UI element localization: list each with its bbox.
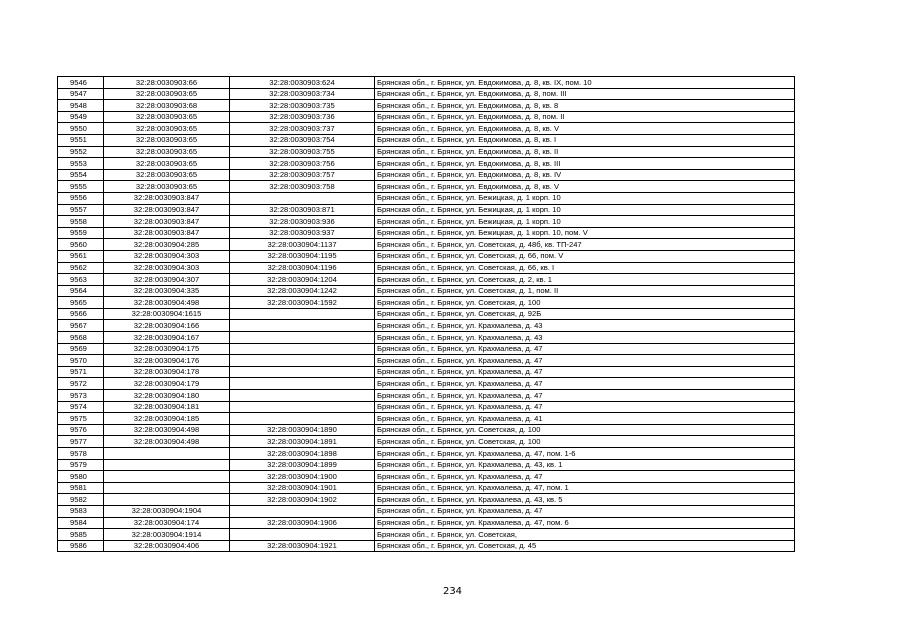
row-number-cell: 9585: [58, 529, 104, 541]
object-number-cell: 32:28:0030904:1899: [230, 459, 375, 471]
parcel-number-cell: 32:28:0030904:166: [104, 320, 230, 332]
table-row: [58, 123, 795, 135]
address-cell: Брянская обл., г. Брянск, ул. Евдокимова, д. 8, кв. I: [375, 134, 795, 146]
object-number-cell: 32:28:0030904:1242: [230, 285, 375, 297]
table-row: [58, 88, 795, 100]
address-cell: Брянская обл., г. Брянск, ул. Крахмалева, д. 43: [375, 320, 795, 332]
object-number-cell: [230, 343, 375, 355]
address-cell: Брянская обл., г. Брянск, ул. Крахмалева, д. 43, кв. 1: [375, 459, 795, 471]
address-cell: Брянская обл., г. Брянск, ул. Бежицкая, д. 1 корп. 10: [375, 216, 795, 228]
table-row: [58, 355, 795, 367]
parcel-number-cell: 32:28:0030903:847: [104, 204, 230, 216]
row-number-cell: 9566: [58, 308, 104, 320]
table-row: [58, 517, 795, 529]
object-number-cell: 32:28:0030904:1204: [230, 274, 375, 286]
parcel-number-cell: 32:28:0030904:285: [104, 239, 230, 251]
object-number-cell: [230, 390, 375, 402]
table-row: [58, 285, 795, 297]
table-row: [58, 378, 795, 390]
parcel-number-cell: 32:28:0030903:65: [104, 158, 230, 170]
table-row: [58, 158, 795, 170]
parcel-number-cell: [104, 448, 230, 460]
address-cell: Брянская обл., г. Брянск, ул. Бежицкая, д. 1 корп. 10: [375, 204, 795, 216]
address-cell: Брянская обл., г. Брянск, ул. Советская, д. 1, пом. II: [375, 285, 795, 297]
address-cell: Брянская обл., г. Брянск, ул. Евдокимова, д. 8, пом. III: [375, 88, 795, 100]
parcel-number-cell: 32:28:0030904:181: [104, 401, 230, 413]
table-row: [58, 146, 795, 158]
row-number-cell: 9551: [58, 134, 104, 146]
cadastral-table: [57, 76, 795, 552]
address-cell: Брянская обл., г. Брянск, ул. Евдокимова, д. 8, кв. V: [375, 123, 795, 135]
address-cell: Брянская обл., г. Брянск, ул. Евдокимова, д. 8, кв. V: [375, 181, 795, 193]
object-number-cell: 32:28:0030904:1921: [230, 540, 375, 552]
table-row: [58, 181, 795, 193]
address-cell: Брянская обл., г. Брянск, ул. Евдокимова, д. 8, кв. IV: [375, 169, 795, 181]
parcel-number-cell: 32:28:0030904:1615: [104, 308, 230, 320]
object-number-cell: 32:28:0030903:758: [230, 181, 375, 193]
parcel-number-cell: 32:28:0030903:65: [104, 146, 230, 158]
table-row: [58, 424, 795, 436]
address-cell: Брянская обл., г. Брянск, ул. Советская, д. 92Б: [375, 308, 795, 320]
parcel-number-cell: 32:28:0030903:847: [104, 216, 230, 228]
address-cell: Брянская обл., г. Брянск, ул. Крахмалева, д. 47: [375, 390, 795, 402]
table-row: [58, 239, 795, 251]
table-row: [58, 540, 795, 552]
object-number-cell: 32:28:0030903:937: [230, 227, 375, 239]
address-cell: Брянская обл., г. Брянск, ул. Советская, д. 2, кв. 1: [375, 274, 795, 286]
cadastral-table-body: [58, 77, 795, 552]
row-number-cell: 9581: [58, 482, 104, 494]
parcel-number-cell: 32:28:0030904:406: [104, 540, 230, 552]
parcel-number-cell: 32:28:0030904:185: [104, 413, 230, 425]
address-cell: Брянская обл., г. Брянск, ул. Крахмалева, д. 47: [375, 378, 795, 390]
table-row: [58, 77, 795, 89]
object-number-cell: 32:28:0030903:737: [230, 123, 375, 135]
table-row: [58, 459, 795, 471]
object-number-cell: [230, 308, 375, 320]
table-row: [58, 192, 795, 204]
row-number-cell: 9575: [58, 413, 104, 425]
address-cell: Брянская обл., г. Брянск, ул. Крахмалева, д. 47: [375, 471, 795, 483]
row-number-cell: 9557: [58, 204, 104, 216]
table-row: [58, 494, 795, 506]
object-number-cell: 32:28:0030903:756: [230, 158, 375, 170]
object-number-cell: 32:28:0030903:871: [230, 204, 375, 216]
row-number-cell: 9580: [58, 471, 104, 483]
parcel-number-cell: 32:28:0030903:65: [104, 134, 230, 146]
address-cell: Брянская обл., г. Брянск, ул. Советская, д. 45: [375, 540, 795, 552]
row-number-cell: 9554: [58, 169, 104, 181]
parcel-number-cell: 32:28:0030903:847: [104, 227, 230, 239]
object-number-cell: [230, 332, 375, 344]
row-number-cell: 9548: [58, 100, 104, 112]
object-number-cell: 32:28:0030904:1900: [230, 471, 375, 483]
table-row: [58, 505, 795, 517]
parcel-number-cell: 32:28:0030903:65: [104, 88, 230, 100]
object-number-cell: 32:28:0030904:1592: [230, 297, 375, 309]
object-number-cell: 32:28:0030903:755: [230, 146, 375, 158]
object-number-cell: 32:28:0030904:1898: [230, 448, 375, 460]
object-number-cell: 32:28:0030904:1891: [230, 436, 375, 448]
row-number-cell: 9573: [58, 390, 104, 402]
row-number-cell: 9558: [58, 216, 104, 228]
object-number-cell: 32:28:0030904:1906: [230, 517, 375, 529]
object-number-cell: 32:28:0030904:1195: [230, 250, 375, 262]
address-cell: Брянская обл., г. Брянск, ул. Бежицкая, д. 1 корп. 10: [375, 192, 795, 204]
row-number-cell: 9564: [58, 285, 104, 297]
address-cell: Брянская обл., г. Брянск, ул. Крахмалева, д. 47: [375, 505, 795, 517]
object-number-cell: 32:28:0030903:734: [230, 88, 375, 100]
row-number-cell: 9556: [58, 192, 104, 204]
parcel-number-cell: 32:28:0030903:66: [104, 77, 230, 89]
table-row: [58, 308, 795, 320]
address-cell: Брянская обл., г. Брянск, ул. Крахмалева, д. 47: [375, 366, 795, 378]
parcel-number-cell: 32:28:0030904:178: [104, 366, 230, 378]
table-row: [58, 216, 795, 228]
address-cell: Брянская обл., г. Брянск, ул. Крахмалева, д. 47, пом. 1: [375, 482, 795, 494]
object-number-cell: 32:28:0030904:1902: [230, 494, 375, 506]
object-number-cell: 32:28:0030903:735: [230, 100, 375, 112]
row-number-cell: 9583: [58, 505, 104, 517]
row-number-cell: 9584: [58, 517, 104, 529]
parcel-number-cell: 32:28:0030904:307: [104, 274, 230, 286]
row-number-cell: 9559: [58, 227, 104, 239]
row-number-cell: 9552: [58, 146, 104, 158]
object-number-cell: 32:28:0030904:1196: [230, 262, 375, 274]
parcel-number-cell: 32:28:0030903:847: [104, 192, 230, 204]
row-number-cell: 9574: [58, 401, 104, 413]
address-cell: Брянская обл., г. Брянск, ул. Евдокимова, д. 8, кв. III: [375, 158, 795, 170]
table-row: [58, 262, 795, 274]
table-row: [58, 274, 795, 286]
row-number-cell: 9567: [58, 320, 104, 332]
table-row: [58, 343, 795, 355]
parcel-number-cell: 32:28:0030904:180: [104, 390, 230, 402]
table-row: [58, 413, 795, 425]
parcel-number-cell: 32:28:0030903:65: [104, 123, 230, 135]
table-row: [58, 169, 795, 181]
address-cell: Брянская обл., г. Брянск, ул. Крахмалева, д. 47, пом. 6: [375, 517, 795, 529]
row-number-cell: 9549: [58, 111, 104, 123]
object-number-cell: [230, 505, 375, 517]
row-number-cell: 9561: [58, 250, 104, 262]
row-number-cell: 9569: [58, 343, 104, 355]
address-cell: Брянская обл., г. Брянск, ул. Бежицкая, д. 1 корп. 10, пом. V: [375, 227, 795, 239]
object-number-cell: 32:28:0030904:1137: [230, 239, 375, 251]
address-cell: Брянская обл., г. Брянск, ул. Советская, д. 100: [375, 436, 795, 448]
parcel-number-cell: [104, 471, 230, 483]
address-cell: Брянская обл., г. Брянск, ул. Евдокимова, д. 8, кв. IX, пом. 10: [375, 77, 795, 89]
object-number-cell: [230, 192, 375, 204]
parcel-number-cell: 32:28:0030904:176: [104, 355, 230, 367]
parcel-number-cell: [104, 482, 230, 494]
parcel-number-cell: 32:28:0030904:1914: [104, 529, 230, 541]
address-cell: Брянская обл., г. Брянск, ул. Советская, д. 66, пом. V: [375, 250, 795, 262]
row-number-cell: 9560: [58, 239, 104, 251]
parcel-number-cell: 32:28:0030904:1904: [104, 505, 230, 517]
object-number-cell: [230, 401, 375, 413]
parcel-number-cell: 32:28:0030904:335: [104, 285, 230, 297]
object-number-cell: 32:28:0030903:624: [230, 77, 375, 89]
row-number-cell: 9568: [58, 332, 104, 344]
object-number-cell: 32:28:0030903:754: [230, 134, 375, 146]
table-row: [58, 366, 795, 378]
parcel-number-cell: 32:28:0030904:498: [104, 424, 230, 436]
parcel-number-cell: 32:28:0030904:174: [104, 517, 230, 529]
address-cell: Брянская обл., г. Брянск, ул. Евдокимова, д. 8, пом. II: [375, 111, 795, 123]
row-number-cell: 9553: [58, 158, 104, 170]
table-row: [58, 448, 795, 460]
table-row: [58, 250, 795, 262]
row-number-cell: 9572: [58, 378, 104, 390]
parcel-number-cell: 32:28:0030904:303: [104, 262, 230, 274]
parcel-number-cell: 32:28:0030903:65: [104, 111, 230, 123]
address-cell: Брянская обл., г. Брянск, ул. Советская, д. 100: [375, 424, 795, 436]
object-number-cell: [230, 378, 375, 390]
row-number-cell: 9578: [58, 448, 104, 460]
address-cell: Брянская обл., г. Брянск, ул. Крахмалева, д. 41: [375, 413, 795, 425]
object-number-cell: [230, 320, 375, 332]
page-number: 234: [442, 586, 463, 597]
table-row: [58, 320, 795, 332]
parcel-number-cell: 32:28:0030904:498: [104, 297, 230, 309]
address-cell: Брянская обл., г. Брянск, ул. Крахмалева, д. 43, кв. 5: [375, 494, 795, 506]
object-number-cell: 32:28:0030903:736: [230, 111, 375, 123]
parcel-number-cell: 32:28:0030903:65: [104, 181, 230, 193]
table-row: [58, 401, 795, 413]
table-row: [58, 227, 795, 239]
table-row: [58, 297, 795, 309]
table-row: [58, 204, 795, 216]
object-number-cell: 32:28:0030903:757: [230, 169, 375, 181]
row-number-cell: 9562: [58, 262, 104, 274]
row-number-cell: 9546: [58, 77, 104, 89]
address-cell: Брянская обл., г. Брянск, ул. Советская, д. 66, кв. I: [375, 262, 795, 274]
parcel-number-cell: 32:28:0030904:175: [104, 343, 230, 355]
parcel-number-cell: [104, 494, 230, 506]
row-number-cell: 9555: [58, 181, 104, 193]
object-number-cell: [230, 413, 375, 425]
table-row: [58, 529, 795, 541]
object-number-cell: 32:28:0030904:1890: [230, 424, 375, 436]
row-number-cell: 9550: [58, 123, 104, 135]
row-number-cell: 9547: [58, 88, 104, 100]
address-cell: Брянская обл., г. Брянск, ул. Крахмалева, д. 47: [375, 343, 795, 355]
row-number-cell: 9571: [58, 366, 104, 378]
object-number-cell: 32:28:0030904:1901: [230, 482, 375, 494]
table-row: [58, 134, 795, 146]
row-number-cell: 9577: [58, 436, 104, 448]
table-row: [58, 111, 795, 123]
address-cell: Брянская обл., г. Брянск, ул. Крахмалева, д. 43: [375, 332, 795, 344]
row-number-cell: 9563: [58, 274, 104, 286]
object-number-cell: [230, 366, 375, 378]
row-number-cell: 9586: [58, 540, 104, 552]
row-number-cell: 9565: [58, 297, 104, 309]
parcel-number-cell: 32:28:0030904:179: [104, 378, 230, 390]
table-row: [58, 332, 795, 344]
object-number-cell: 32:28:0030903:936: [230, 216, 375, 228]
parcel-number-cell: [104, 459, 230, 471]
parcel-number-cell: 32:28:0030904:303: [104, 250, 230, 262]
parcel-number-cell: 32:28:0030904:167: [104, 332, 230, 344]
address-cell: Брянская обл., г. Брянск, ул. Советская,: [375, 529, 795, 541]
row-number-cell: 9570: [58, 355, 104, 367]
table-row: [58, 471, 795, 483]
parcel-number-cell: 32:28:0030903:65: [104, 169, 230, 181]
address-cell: Брянская обл., г. Брянск, ул. Евдокимова, д. 8, кв. 8: [375, 100, 795, 112]
address-cell: Брянская обл., г. Брянск, ул. Крахмалева, д. 47: [375, 401, 795, 413]
table-row: [58, 436, 795, 448]
parcel-number-cell: 32:28:0030904:498: [104, 436, 230, 448]
address-cell: Брянская обл., г. Брянск, ул. Советская, д. 48б, кв. ТП-247: [375, 239, 795, 251]
table-row: [58, 390, 795, 402]
address-cell: Брянская обл., г. Брянск, ул. Крахмалева, д. 47: [375, 355, 795, 367]
parcel-number-cell: 32:28:0030903:68: [104, 100, 230, 112]
address-cell: Брянская обл., г. Брянск, ул. Советская, д. 100: [375, 297, 795, 309]
object-number-cell: [230, 529, 375, 541]
object-number-cell: [230, 355, 375, 367]
table-row: [58, 100, 795, 112]
row-number-cell: 9582: [58, 494, 104, 506]
row-number-cell: 9576: [58, 424, 104, 436]
address-cell: Брянская обл., г. Брянск, ул. Крахмалева, д. 47, пом. 1-6: [375, 448, 795, 460]
address-cell: Брянская обл., г. Брянск, ул. Евдокимова, д. 8, кв. II: [375, 146, 795, 158]
row-number-cell: 9579: [58, 459, 104, 471]
table-row: [58, 482, 795, 494]
